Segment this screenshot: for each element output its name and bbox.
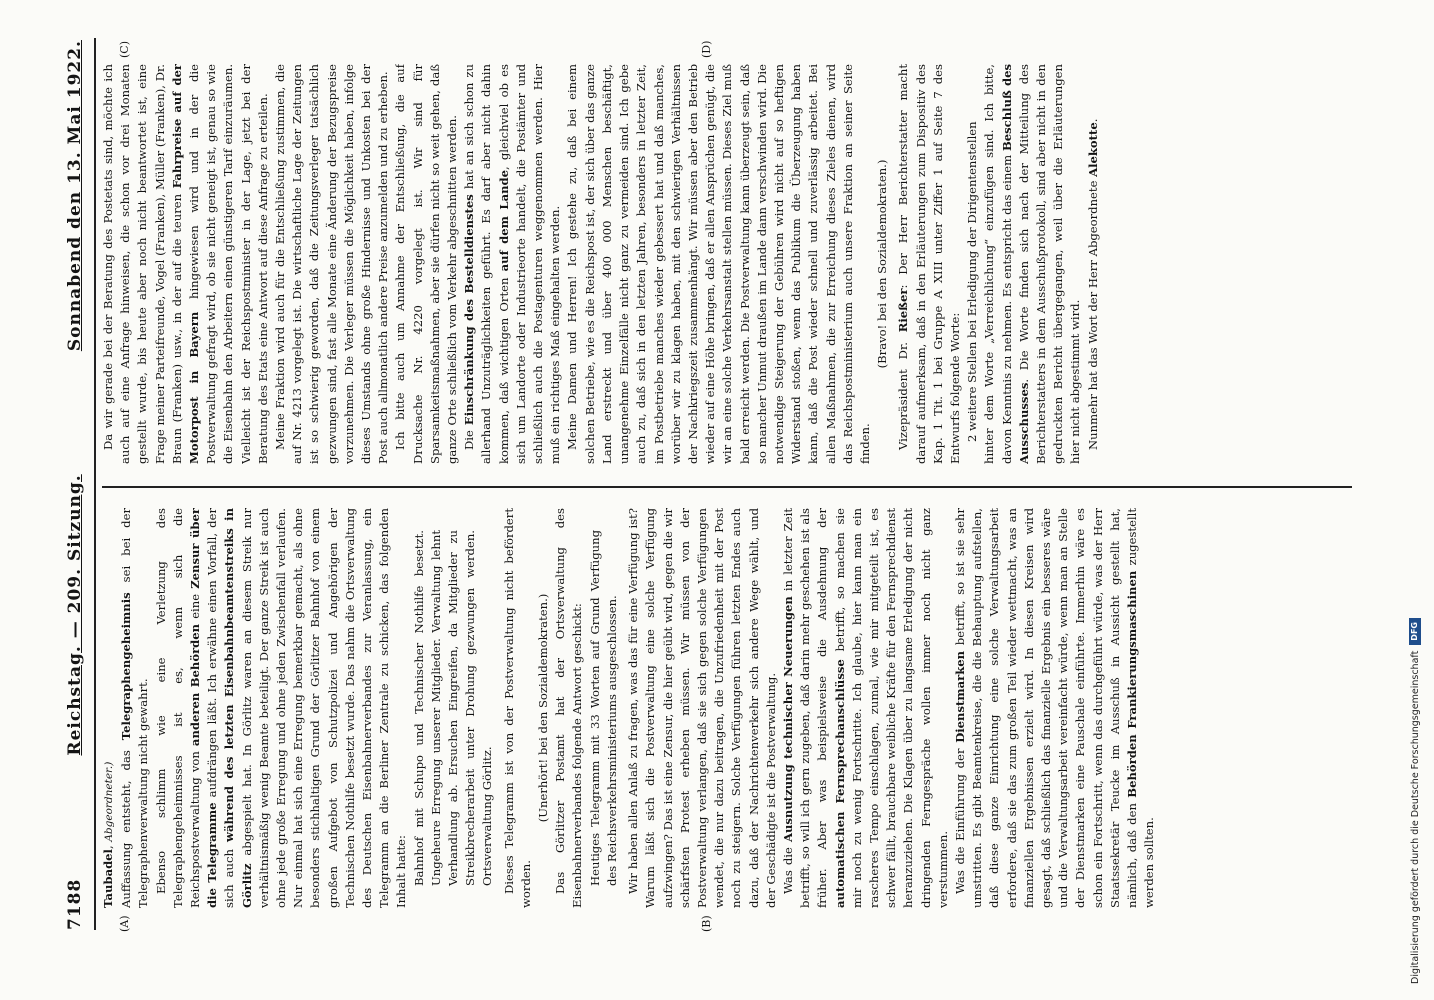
paragraph <box>964 64 981 464</box>
body-text: in letzter Zeit betrifft, so will ich gern zugeben, daß darin mehr geschehen ist als früher. Aber was beispielsweise die Ausdehnung der <box>780 508 830 908</box>
emphasis-text: Alekotte <box>1085 122 1100 177</box>
emphasis-text: Fahrpreise auf der Motorpost in Bayern <box>169 64 202 464</box>
body-text: betrifft, so machen sie mir noch zu wenig Fortschritte. Ich glaube, hier kann man ein rascheres Tempo einschlagen, zumal, wie mir mitgeteilt ist, es schwer fällt, brauchbare weibliche Kräfte für den Fernsprechdienst heranzuziehen. Die Klagen über zu langsame Erledigung der nicht dringenden Ferngespräche wollen immer noch nicht ganz verstummen. <box>832 508 950 908</box>
body-text: abgespielt hat. In Görlitz waren an diesem Streik nur verhältnismäßig wenig Beamte beteiligt. Der ganze Streik ist auch ohne jede große Erregung und ohne jeden Zwischenfall verlaufen. Nur einmal hat sich eine Erregung bemerkbar gemacht, als ohne besonders stichhaltigen Grund der Görlitzer Bahnhof von einem großen Aufgebot von Schutzpolizei und Angehörigen der Technischen Nothilfe besetzt wurde. Das nahm die Ortsverwaltung des Deutschen Eisenbahnerverbandes zur Veranlassung, ein Telegramm an die Berliner Zentrale zu schicken, das folgenden Inhalt hatte: <box>239 508 409 908</box>
body-text: Das Görlitzer Postamt hat der Ortsverwaltung des Eisenbahnerverbandes folgende Antwort geschickt: <box>553 508 585 908</box>
body-text: hingewiesen wird und in der die Postverwaltung gefragt wird, ob sie nicht geneigt ist, genau so wie die Eisenbahn den Arbeitern einen günstigeren Tarif einzuräumen. Vielleicht ist der Reichspostminister in der Lage, jetzt bei der Beratung des Etats eine Antwort auf diese Anfrage zu erteilen. <box>187 64 270 464</box>
emphasis-text: Behörden Frankierungsmaschinen <box>1124 570 1139 798</box>
body-text: sei bei der Telegraphenverwaltung nicht gewahrt. <box>119 508 151 908</box>
body-text: , gleichviel ob es sich um Landorte oder Industrieorte handelt, die Postämter und schließlich auch die Postagenturen weggenommen werden. Hier muß ein richtiges Maß eingehalten werden. <box>496 64 563 464</box>
paragraph <box>153 508 411 908</box>
paragraph <box>535 508 552 908</box>
body-text: hat an sich schon zu allerhand Unzuträglichkeiten geführt. Es darf aber nicht dahin kommen, daß wichtigen Orten <box>462 64 511 464</box>
emphasis-text: Rießer <box>896 288 911 333</box>
session-date: Sonnabend den 13. Mai 1922. <box>65 40 85 352</box>
body-text: zugestellt werden sollten. <box>1124 508 1157 908</box>
paragraph <box>587 508 621 908</box>
body-text: (Unerhört! bei den Sozialdemokraten.) <box>536 593 551 823</box>
body-text: . Die Worte finden sich nach der Mitteilung des Berichterstatters in dem Ausschußprotokoll, sind aber nicht in den gedruckten Bericht übergegangen, weil über die Erläuterungen hier nicht abgestimmt wird. <box>1016 64 1083 464</box>
body-text: aufdrängen läßt. Ich erwähne einen Vorfall, der sich auch <box>205 508 237 908</box>
body-text: Da wir gerade bei der Beratung des Postetats sind, möchte ich auch auf eine Anfrage hinweisen, die schon vor drei Monaten gestellt wurde, bis heute aber noch nicht beantwortet ist, eine Frage meiner Parteifreunde, Vogel (Franken), Müller (Franken), Dr. Braun (Franken) usw., in der auf die teuren <box>101 64 184 464</box>
role-text: Abgeordneter.) <box>103 761 115 842</box>
body-text: Wir haben allen Anlaß zu fragen, was das für eine Verfügung ist? Warum läßt sich die Postverwaltung eine solche Verfügung aufzwingen? Das ist eine Zensur, die hier geübt wird, gegen die wir schärfsten Protest erheben müssen. Wir müssen von der Postverwaltung verlangen, daß sie sich gegen solche Verfügungen wendet, die nur dazu beitragen, die Unzufriedenheit mit der Post noch zu steigern. Solche Verfügungen führen letzten Endes auch dazu, daß der Nachrichtenverkehr sich andere Wege wählt, und der Geschädigte ist die Postverwaltung. <box>626 508 778 908</box>
emphasis-text: automatischen Fernsprechanschlüsse <box>832 659 847 908</box>
paragraph <box>552 508 586 908</box>
emphasis-text: Dienstmarken <box>952 650 967 743</box>
body-text: : Der Herr Berichterstatter macht darauf aufmerksam, daß in den Erläuterungen zum Dispositiv des Kap. 1 Tit. 1 bei Gruppe A XIII unter Ziffer 1 auf Seite 7 des Entwurfs folgende Worte: <box>896 64 962 464</box>
page-header <box>60 40 90 930</box>
body-text: (Bravo! bei den Sozialdemokraten.) <box>875 159 890 369</box>
paragraph <box>461 64 564 464</box>
body-text: betrifft, so ist sie sehr umstritten. Es gibt Beamtenkreise, die die Behauptung aufstellen, daß diese ganze Einrichtung eine solche Verwaltungsarbeit erfordere, daß sie das zum großen Teil wieder wettmacht, was an finanziellen Ergebnissen erzielt wird. In diesen Kreisen wird gesagt, daß schließlich das finanzielle Ergebnis ein besseres wäre und die Verwaltungsarbeit vereinfacht würde, wenn man an Stelle der Dienstmarken eine Pauschale einführte. Immerhin wäre es schon ein Fortschritt, wenn das durchgeführt würde, was der Herr Staatssekretär Teucke im Ausschuß in Aussicht gestellt hat, nämlich, daß den <box>952 508 1139 908</box>
body-text: Was die <box>780 842 795 894</box>
body-text: . <box>1085 118 1100 123</box>
paragraph <box>625 508 780 908</box>
dfg-logo-icon: DFG <box>1409 618 1421 645</box>
emphasis-text: anderen Behörden <box>188 623 203 747</box>
emphasis-text: während des letzten Eisenbahnbeamtenstreiks in Görlitz <box>222 508 254 908</box>
paragraph <box>100 64 272 464</box>
emphasis-text: Telegraphengeheimnis <box>119 592 134 741</box>
body-text: Dieses Telegramm ist von der Postverwaltung nicht befördert worden. <box>501 508 533 908</box>
page-number: 7188 <box>65 878 85 930</box>
body-text: Auffassung entsteht, das <box>119 740 134 908</box>
body-text: , <box>101 841 115 850</box>
body-text: Heutiges Telegramm mit 33 Worten auf Grund Verfügung des Reichsverkehrsministeriums ausgeschlossen. <box>587 530 619 886</box>
digitization-notice: Digitalisierung gefördert durch die Deutsche Forschungsgemeinschaft <box>1409 650 1421 984</box>
paragraph <box>895 64 964 464</box>
emphasis-text: Ausnutzung technischer Neuerungen <box>780 596 795 843</box>
margin-label-d: (D) <box>700 40 713 58</box>
paragraph <box>100 508 118 908</box>
margin-label-c: (C) <box>118 41 131 58</box>
body-text: hinter dem Worte „Verreichlichung“ einzufügen sind. Ich bitte, davon Kenntnis zu nehmen. Es entspricht das einem <box>982 64 1014 464</box>
paragraph <box>952 508 1158 908</box>
body-text: Nunmehr hat das Wort der Herr Abgeordnete <box>1085 176 1100 450</box>
column-divider <box>102 487 1352 489</box>
body-text: Meine Damen und Herren! Ich gestehe zu, daß bei einem solchen Betriebe, wie es die Reichspost ist, der sich über das ganze Land erstreckt und über 400 000 Menschen beschäftigt, unangenehme Einzelfälle nicht ganz zu vermeiden sind. Ich gebe auch zu, daß sich in den letzten Jahren, besonders in letzter Zeit, im Postbetriebe manches wieder gebessert hat und daß manches, worüber wir zu klagen haben, mit den schwierigen Verhältnissen der Nachkriegszeit zusammenhängt. Wir müssen aber den Betrieb wieder auf eine Höhe bringen, daß er allen Ansprüchen genügt, die wir an eine solche Verkehrsanstalt stellen müssen. Dieses Ziel muß bald erreicht werden. Die Postverwaltung kann überzeugt sein, daß so mancher Unmut draußen im Lande dann verschwinden wird. Die notwendige Steigerung der Gebühren wird nicht auf so heftigen Widerstand stoßen, wenn das Publikum die Überzeugung haben kann, daß die Post wieder schnell und zuverlässig arbeitet. Bei allen Maßnahmen, die zur Erreichung dieses Zieles dienen, wird das Reichspostministerium auch unsere Fraktion an seiner Seite finden. <box>565 64 872 464</box>
right-column <box>100 64 1355 464</box>
paragraph <box>874 64 891 464</box>
paragraph <box>564 64 874 464</box>
body-text: 2 weitere Stellen bei Erledigung der Dirigentenstellen <box>965 121 980 442</box>
emphasis-text: Beschluß des Ausschusses <box>999 64 1031 464</box>
paragraph <box>392 64 461 464</box>
body-text: Was die Einführung der <box>952 742 967 894</box>
body-text: Bahnhof mit Schupo und Technischer Nothilfe besetzt. Ungeheure Erregung unserer Mitglieder. Verwaltung lehnt Verhandlung ab. Ersuchen Eingreifen, da Mitglieder zu Streikbrecherarbeit unter Drohung gezwungen werden. Ortsverwaltung Görlitz. <box>411 530 495 886</box>
rotated-page <box>60 28 1370 938</box>
body-text: Meine Fraktion wird auch für die Entschließung zustimmen, die auf Nr. 4213 vorgelegt ist. Die wirtschaftliche Lage der Zeitungen ist so schwierig geworden, daß die Zeitungsverleger tatsächlich gezwungen sind, fast alle Monate eine Änderung der Bezugspreise vorzunehmen. Die Verleger müssen die Möglichkeit haben, infolge dieses Umstands ohne große Hindernisse und Unkosten bei der Post auch allmonatlich andere Preise anzumelden und zu erheben. <box>273 64 391 464</box>
body-text: Ich bitte auch um Annahme der Entschließung, die auf Drucksache Nr. 4220 vorgelegt ist. Wir sind für Sparsamkeitsmaßnahmen, aber sie dürfen nicht so weit gehen, daß ganze Orte schließlich vom Verkehr abgeschnitten werden. <box>393 64 460 464</box>
body-text: eine <box>188 588 203 624</box>
margin-label-a: (A) <box>118 915 131 932</box>
digitization-strip <box>1408 14 1422 984</box>
paragraph <box>1085 64 1102 464</box>
body-text: Vizepräsident Dr. <box>896 332 911 450</box>
left-column <box>100 508 1355 908</box>
session-title: Reichstag. — 209. Sitzung. <box>65 474 85 756</box>
body-text: Die <box>462 425 477 450</box>
paragraph <box>780 508 952 908</box>
emphasis-text: Zensur über die Telegramme <box>188 508 220 908</box>
emphasis-text: Taubadel <box>101 849 115 908</box>
paragraph <box>272 64 392 464</box>
emphasis-text: auf dem Lande <box>496 170 511 272</box>
paragraph <box>411 508 497 908</box>
margin-label-b: (B) <box>700 915 713 932</box>
emphasis-text: Einschränkung des Bestelldienstes <box>462 194 477 426</box>
paragraph <box>501 508 535 908</box>
paragraph <box>981 64 1084 464</box>
header-rule <box>94 38 96 930</box>
body-text: Ebenso schlimm wie eine Verletzung des Telegraphengeheimnisses ist es, wenn sich die Reichspostverwaltung von <box>153 508 203 908</box>
paragraph <box>118 508 152 908</box>
